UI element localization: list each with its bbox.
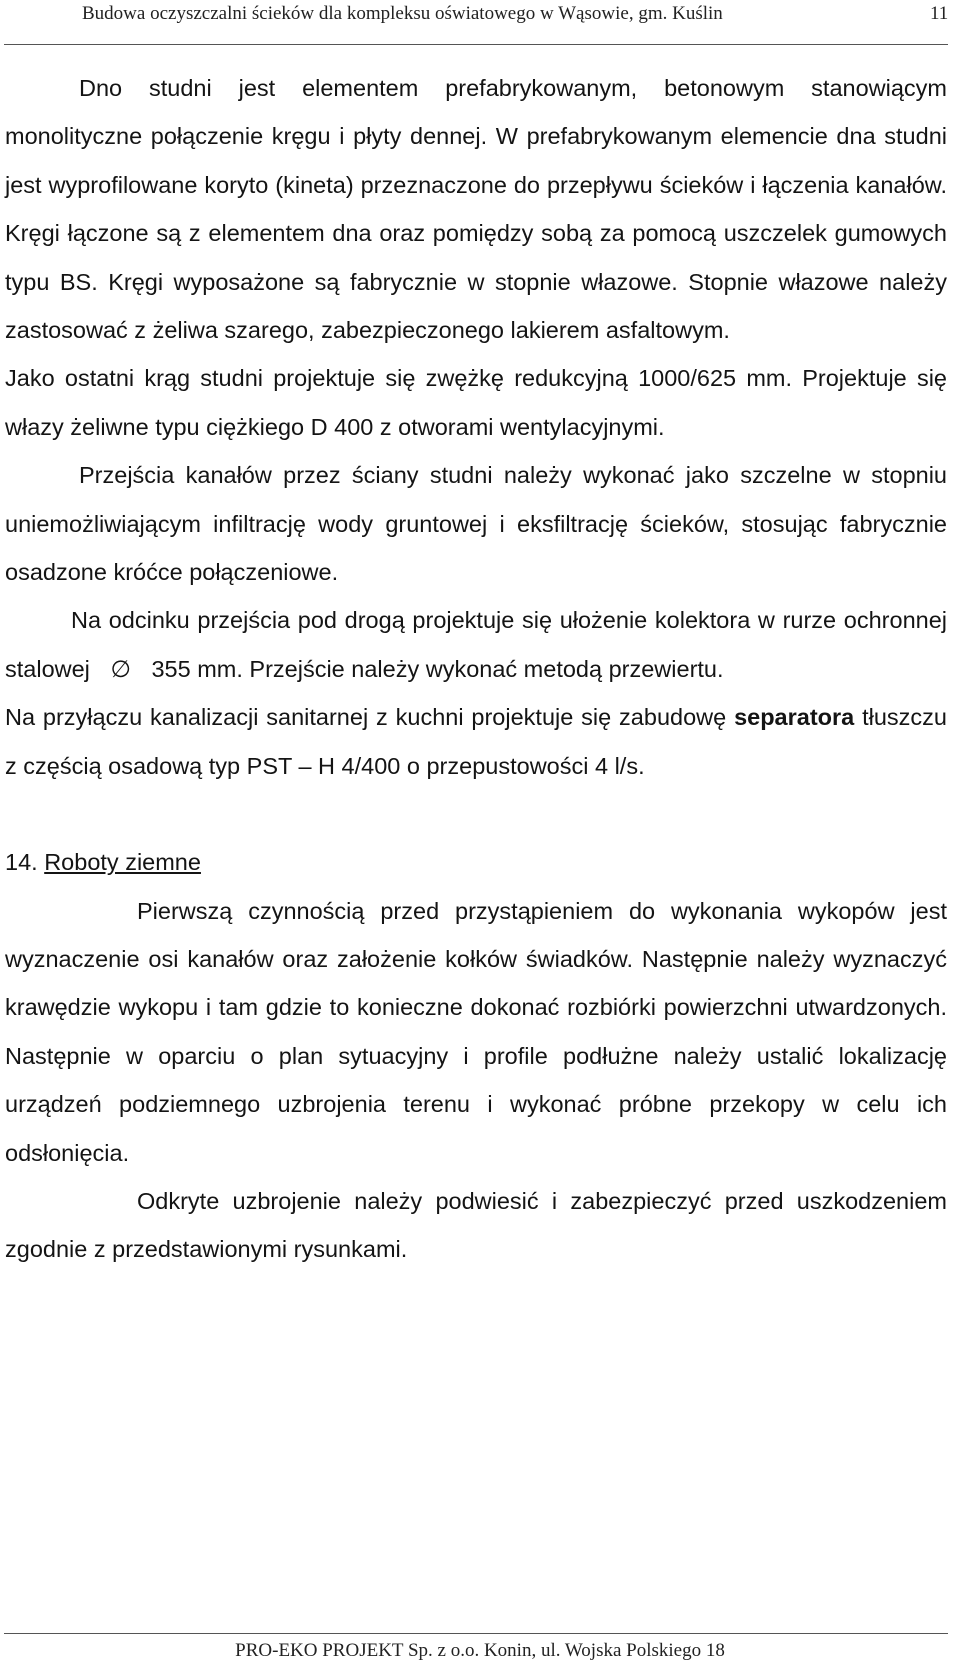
page-footer: PRO-EKO PROJEKT Sp. z o.o. Konin, ul. Wojska Polskiego 18: [235, 1640, 725, 1661]
paragraph-road-crossing: Na odcinku przejścia pod drogą projektuje się ułożenie kolektora w rurze ochronnej stalowej ∅ 355 mm. Przejście należy wykonać metodą przewiertu.: [5, 607, 947, 682]
section-title: Roboty ziemne: [44, 849, 201, 876]
document-body: [5, 64, 947, 1274]
separator-keyword: separatora: [734, 704, 855, 731]
page-header: [0, 0, 960, 50]
paragraph-grease-separator: Na przyłączu kanalizacji sanitarnej z kuchni projektuje się zabudowę separatora tłuszczu z częścią osadową typ PST – H 4/400 o przepustowości 4 l/s.: [5, 704, 947, 779]
diameter-symbol: ∅: [110, 655, 131, 682]
section-heading: [5, 838, 947, 886]
document-title: Budowa oczyszczalni ścieków dla kompleksu oświatowego w Wąsowie, gm. Kuślin: [82, 3, 723, 24]
footer-divider: [4, 1633, 948, 1634]
page-number: 11: [930, 3, 949, 24]
paragraph-pipe-passages: Przejścia kanałów przez ściany studni należy wykonać jako szczelne w stopniu uniemożliwiającym infiltrację wody gruntowej i eksfiltrację ścieków, stosując fabrycznie osadzone króćce połączeniowe.: [5, 462, 947, 586]
paragraph-manhole-base: Dno studni jest elementem prefabrykowanym, betonowym stanowiącym monolityczne połączenie kręgu i płyty dennej. W prefabrykowanym elemencie dna studni jest wyprofilowane koryto (kineta) przeznaczone do przepływu ścieków i łączenia kanałów. Kręgi łączone są z elementem dna oraz pomiędzy sobą za pomocą uszczelek gumowych typu BS. Kręgi wyposażone są fabrycznie w stopnie włazowe. Stopnie włazowe należy zastosować z żeliwa szarego, zabezpieczonego lakierem asfaltowym.: [5, 75, 947, 344]
section-number: 14.: [5, 849, 38, 876]
paragraph-earthworks: Pierwszą czynnością przed przystąpieniem do wykonania wykopów jest wyznaczenie osi kanałów oraz założenie kołków świadków. Następnie należy wyznaczyć krawędzie wykopu i tam gdzie to konieczne dokonać rozbiórki powierzchni utwardzonych. Następnie w oparciu o plan sytuacyjny i profile podłużne należy ustalić lokalizację urządzeń podziemnego uzbrojenia terenu i wykonać próbne przekopy w celu ich odsłonięcia.: [5, 897, 947, 1166]
paragraph-reducer-covers: Jako ostatni krąg studni projektuje się zwężkę redukcyjną 1000/625 mm. Projektuje się włazy żeliwne typu ciężkiego D 400 z otworami wentylacyjnymi.: [5, 365, 947, 440]
header-divider: [4, 44, 948, 45]
paragraph-utilities-protection: Odkryte uzbrojenie należy podwiesić i zabezpieczyć przed uszkodzeniem zgodnie z przedstawionymi rysunkami.: [5, 1187, 947, 1263]
